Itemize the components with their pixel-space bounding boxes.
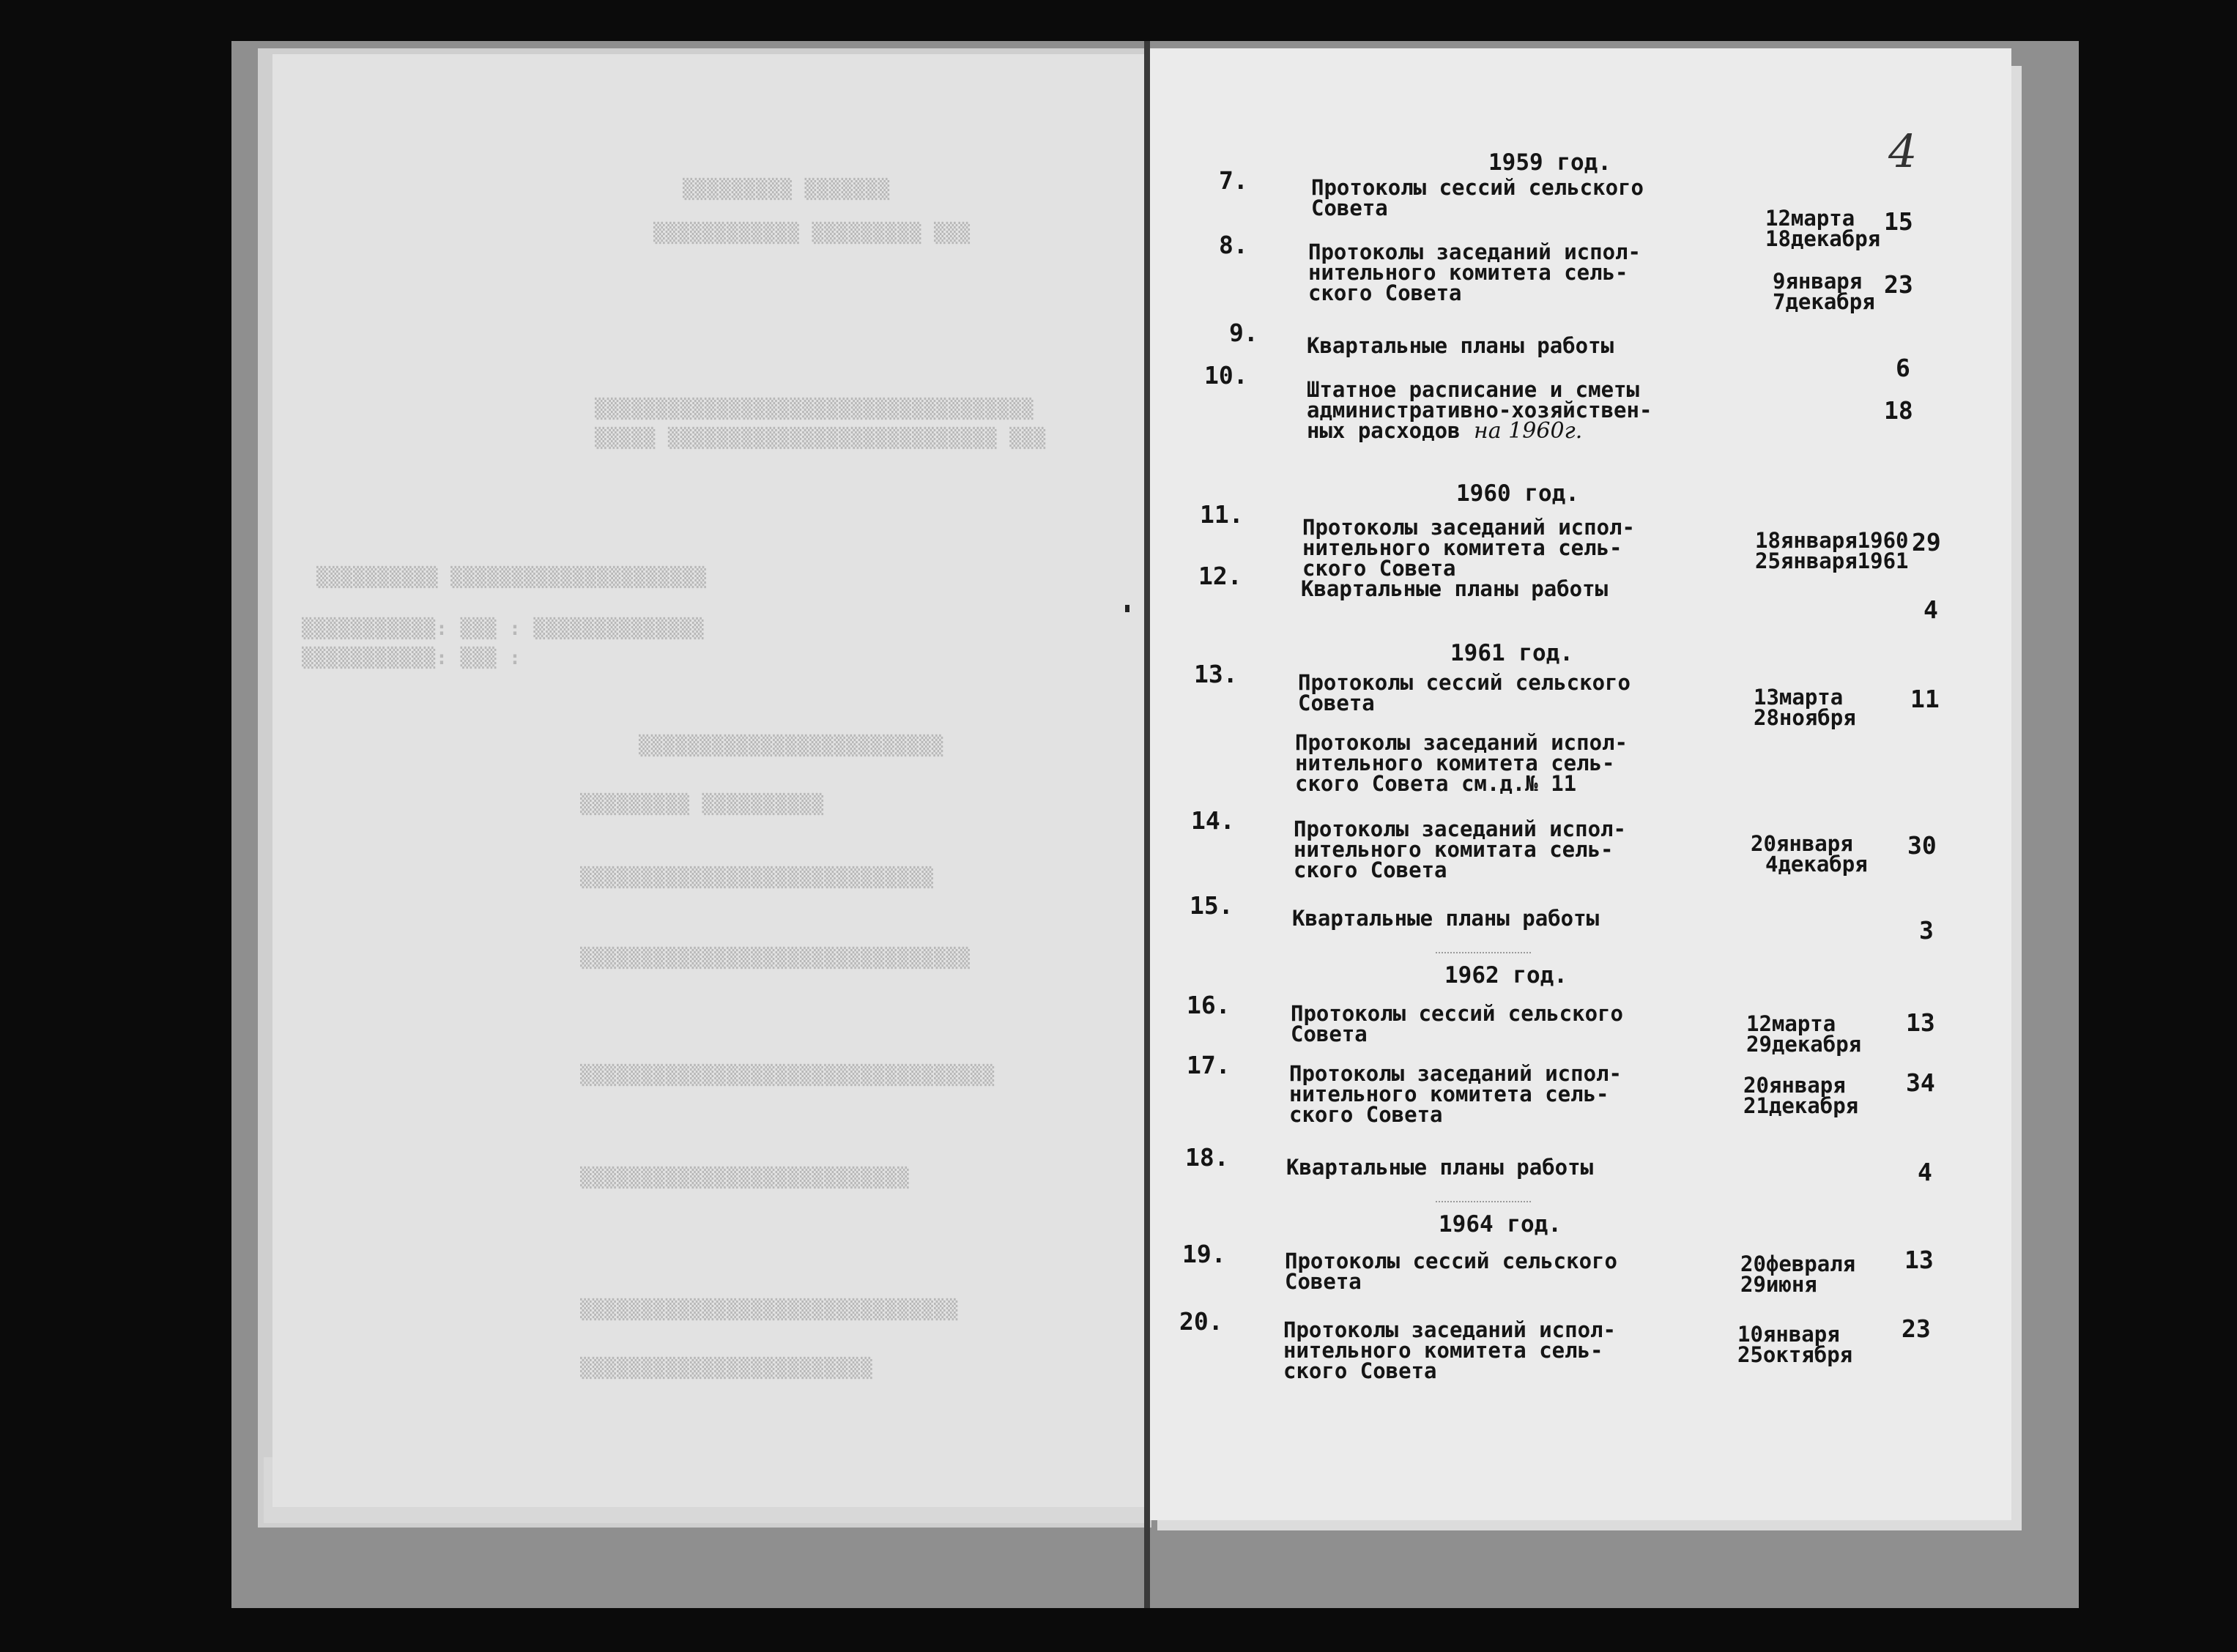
item-date: 10января xyxy=(1737,1322,1840,1347)
item-date: 7декабря xyxy=(1773,289,1875,314)
item-date: 25октября xyxy=(1737,1342,1853,1367)
item-sheets: 23 xyxy=(1902,1314,1931,1343)
book-spine xyxy=(1144,41,1150,1608)
item-number: 12. xyxy=(1198,562,1242,590)
item-sheets: 30 xyxy=(1907,831,1937,860)
item-number: 7. xyxy=(1219,166,1248,195)
item-sheets: 6 xyxy=(1896,354,1910,382)
item-number: 8. xyxy=(1219,231,1248,259)
item-title-line: Квартальные планы работы xyxy=(1307,333,1614,358)
item-sheets: 34 xyxy=(1906,1068,1935,1097)
item-number: 16. xyxy=(1187,991,1231,1019)
item-number: 9. xyxy=(1229,319,1258,347)
year-heading-1964: 1964 год. xyxy=(1439,1211,1562,1238)
item-date: 12марта xyxy=(1746,1011,1836,1036)
item-sheets: 23 xyxy=(1884,270,1913,299)
item-title-line: ского Совета xyxy=(1302,556,1456,581)
item-date: 4декабря xyxy=(1765,852,1868,877)
item-number: 10. xyxy=(1204,361,1248,390)
bleed-text: ▒▒▒▒▒▒▒▒▒▒▒: ▒▒▒ : ▒▒▒▒▒▒▒▒▒▒▒▒▒▒ xyxy=(302,618,705,640)
item-number: 13. xyxy=(1194,660,1238,688)
bleed-text: ▒▒▒▒▒▒▒▒▒▒▒▒▒▒▒▒▒▒▒▒▒▒▒▒▒▒▒▒▒▒▒ xyxy=(580,1299,959,1321)
item-title-line: Протоколы сессий сельского xyxy=(1298,670,1631,695)
bleed-text: ▒▒▒▒▒▒▒▒▒▒▒▒▒▒▒▒▒▒▒▒▒▒▒▒▒▒▒▒▒▒▒▒▒▒ xyxy=(580,1065,995,1087)
bleed-text: ▒▒▒▒▒ ▒▒▒▒▒▒▒▒▒▒▒▒▒▒▒▒▒▒▒▒▒▒▒▒▒▒▒ ▒▒▒ xyxy=(595,428,1047,450)
item-title-line: ского Совета xyxy=(1308,280,1462,305)
item-title-line: Штатное расписание и сметы xyxy=(1307,377,1639,402)
item-title-line: Совета xyxy=(1311,196,1388,220)
item-title-line: административно-хозяйствен- xyxy=(1307,398,1652,423)
year-heading-1959: 1959 год. xyxy=(1488,149,1611,176)
item-title-line: нительного комитета сель- xyxy=(1295,751,1615,775)
page-number-mark: 4 xyxy=(1888,124,1918,178)
item-sheets: 29 xyxy=(1912,528,1941,557)
bleed-text: ▒▒▒▒▒▒▒▒▒▒▒▒▒▒▒▒▒▒▒▒▒▒▒▒▒ xyxy=(639,735,944,757)
bleed-text: ▒▒▒▒▒▒▒▒▒ ▒▒▒▒▒▒▒ xyxy=(683,179,891,201)
binding-hole xyxy=(1125,605,1129,612)
item-date: 28ноября xyxy=(1754,705,1856,730)
bleed-text: ▒▒▒▒▒▒▒▒▒▒▒: ▒▒▒ : xyxy=(302,647,522,669)
item-title-line: Квартальные планы работы xyxy=(1301,576,1609,601)
item-title-line: ского Совета xyxy=(1283,1358,1437,1383)
left-page-bleedthrough xyxy=(272,54,1144,1507)
year-heading-1962: 1962 год. xyxy=(1444,962,1568,989)
bleed-text: ▒▒▒▒▒▒▒▒▒▒▒▒▒▒▒▒▒▒▒▒▒▒▒▒▒▒▒▒▒▒▒▒ xyxy=(580,948,971,970)
item-number: 20. xyxy=(1179,1307,1223,1336)
item-title-line: Совета xyxy=(1291,1022,1368,1046)
item-date: 25января1961 xyxy=(1755,548,1909,573)
item-sheets: 4 xyxy=(1923,595,1938,624)
item-title-line: Совета xyxy=(1285,1269,1362,1294)
item-number: 15. xyxy=(1190,891,1233,920)
divider xyxy=(1436,952,1531,953)
item-title-line: Протоколы заседаний испол- xyxy=(1294,816,1626,841)
item-sheets: 15 xyxy=(1884,207,1913,236)
item-date: 13марта xyxy=(1754,685,1844,710)
item-date: 29декабря xyxy=(1746,1032,1862,1057)
item-title-line: ского Совета xyxy=(1294,857,1447,882)
item-title-line: Квартальные планы работы xyxy=(1292,906,1600,931)
item-title-line: Протоколы заседаний испол- xyxy=(1302,515,1635,540)
item-number: 14. xyxy=(1191,806,1235,835)
item-title-line: Протоколы заседаний испол- xyxy=(1283,1317,1616,1342)
item-title-line: Протоколы заседаний испол- xyxy=(1308,239,1641,264)
divider xyxy=(1436,1201,1531,1202)
item-number: 11. xyxy=(1200,500,1244,529)
item-title-line: нительного комитета сель- xyxy=(1283,1338,1603,1363)
item-date: 20февраля xyxy=(1740,1251,1856,1276)
item-date: 20января xyxy=(1751,831,1853,856)
item-title-line: Протоколы сессий сельского xyxy=(1285,1249,1617,1273)
bleed-text: ▒▒▒▒▒▒▒▒▒ ▒▒▒▒▒▒▒▒▒▒ xyxy=(580,794,825,816)
year-heading-1961: 1961 год. xyxy=(1450,640,1573,666)
item-title-line: Протоколы сессий сельского xyxy=(1291,1001,1623,1026)
item-sheets: 13 xyxy=(1906,1008,1935,1037)
bleed-text: ▒▒▒▒▒▒▒▒▒▒▒▒▒▒▒▒▒▒▒▒▒▒▒▒▒▒▒▒▒ xyxy=(580,867,934,889)
item-title-line: нительного комитета сель- xyxy=(1302,535,1622,560)
item-title-line: ных расходов xyxy=(1307,418,1461,443)
bleed-text: ▒▒▒▒▒▒▒▒▒▒ ▒▒▒▒▒▒▒▒▒▒▒▒▒▒▒▒▒▒▒▒▒ xyxy=(316,567,707,589)
item-sheets: 3 xyxy=(1919,916,1934,945)
item-title-line: Протоколы заседаний испол- xyxy=(1295,730,1628,755)
item-title-line: Протоколы сессий сельского xyxy=(1311,175,1644,200)
handwritten-note: на 1960г. xyxy=(1474,418,1583,444)
item-date: 18декабря xyxy=(1765,226,1881,251)
item-title-line: ского Совета см.д.№ 11 xyxy=(1295,771,1577,796)
item-sheets: 11 xyxy=(1910,685,1940,713)
item-title-line: Квартальные планы работы xyxy=(1286,1155,1594,1180)
bleed-text: ▒▒▒▒▒▒▒▒▒▒▒▒▒▒▒▒▒▒▒▒▒▒▒▒ xyxy=(580,1358,873,1380)
item-sheets: 4 xyxy=(1918,1158,1932,1186)
item-title-line: ского Совета xyxy=(1289,1102,1443,1127)
bleed-text: ▒▒▒▒▒▒▒▒▒▒▒▒ ▒▒▒▒▒▒▒▒▒ ▒▒▒ xyxy=(653,223,971,245)
item-number: 18. xyxy=(1185,1143,1229,1172)
item-sheets: 13 xyxy=(1904,1246,1934,1274)
item-title-line: Совета xyxy=(1298,691,1375,715)
item-date: 29июня xyxy=(1740,1272,1817,1297)
item-title-line: нительного комитата сель- xyxy=(1294,837,1614,862)
item-date: 21декабря xyxy=(1743,1093,1859,1118)
item-title-line: нительного комитета сель- xyxy=(1289,1082,1609,1106)
item-title-line: Протоколы заседаний испол- xyxy=(1289,1061,1622,1086)
item-number: 19. xyxy=(1182,1240,1226,1268)
item-date: 12марта xyxy=(1765,206,1855,231)
bleed-text: ▒▒▒▒▒▒▒▒▒▒▒▒▒▒▒▒▒▒▒▒▒▒▒▒▒▒▒▒▒▒▒▒▒▒▒▒ xyxy=(595,398,1034,420)
bleed-text: ▒▒▒▒▒▒▒▒▒▒▒▒▒▒▒▒▒▒▒▒▒▒▒▒▒▒▒ xyxy=(580,1167,910,1189)
item-date: 18января1960 xyxy=(1755,528,1909,553)
item-date: 20января xyxy=(1743,1073,1846,1098)
year-heading-1960: 1960 год. xyxy=(1456,480,1579,507)
item-date: 9января xyxy=(1773,269,1863,294)
item-title-line: нительного комитета сель- xyxy=(1308,260,1628,285)
item-sheets: 18 xyxy=(1884,396,1913,425)
item-number: 17. xyxy=(1187,1051,1231,1079)
